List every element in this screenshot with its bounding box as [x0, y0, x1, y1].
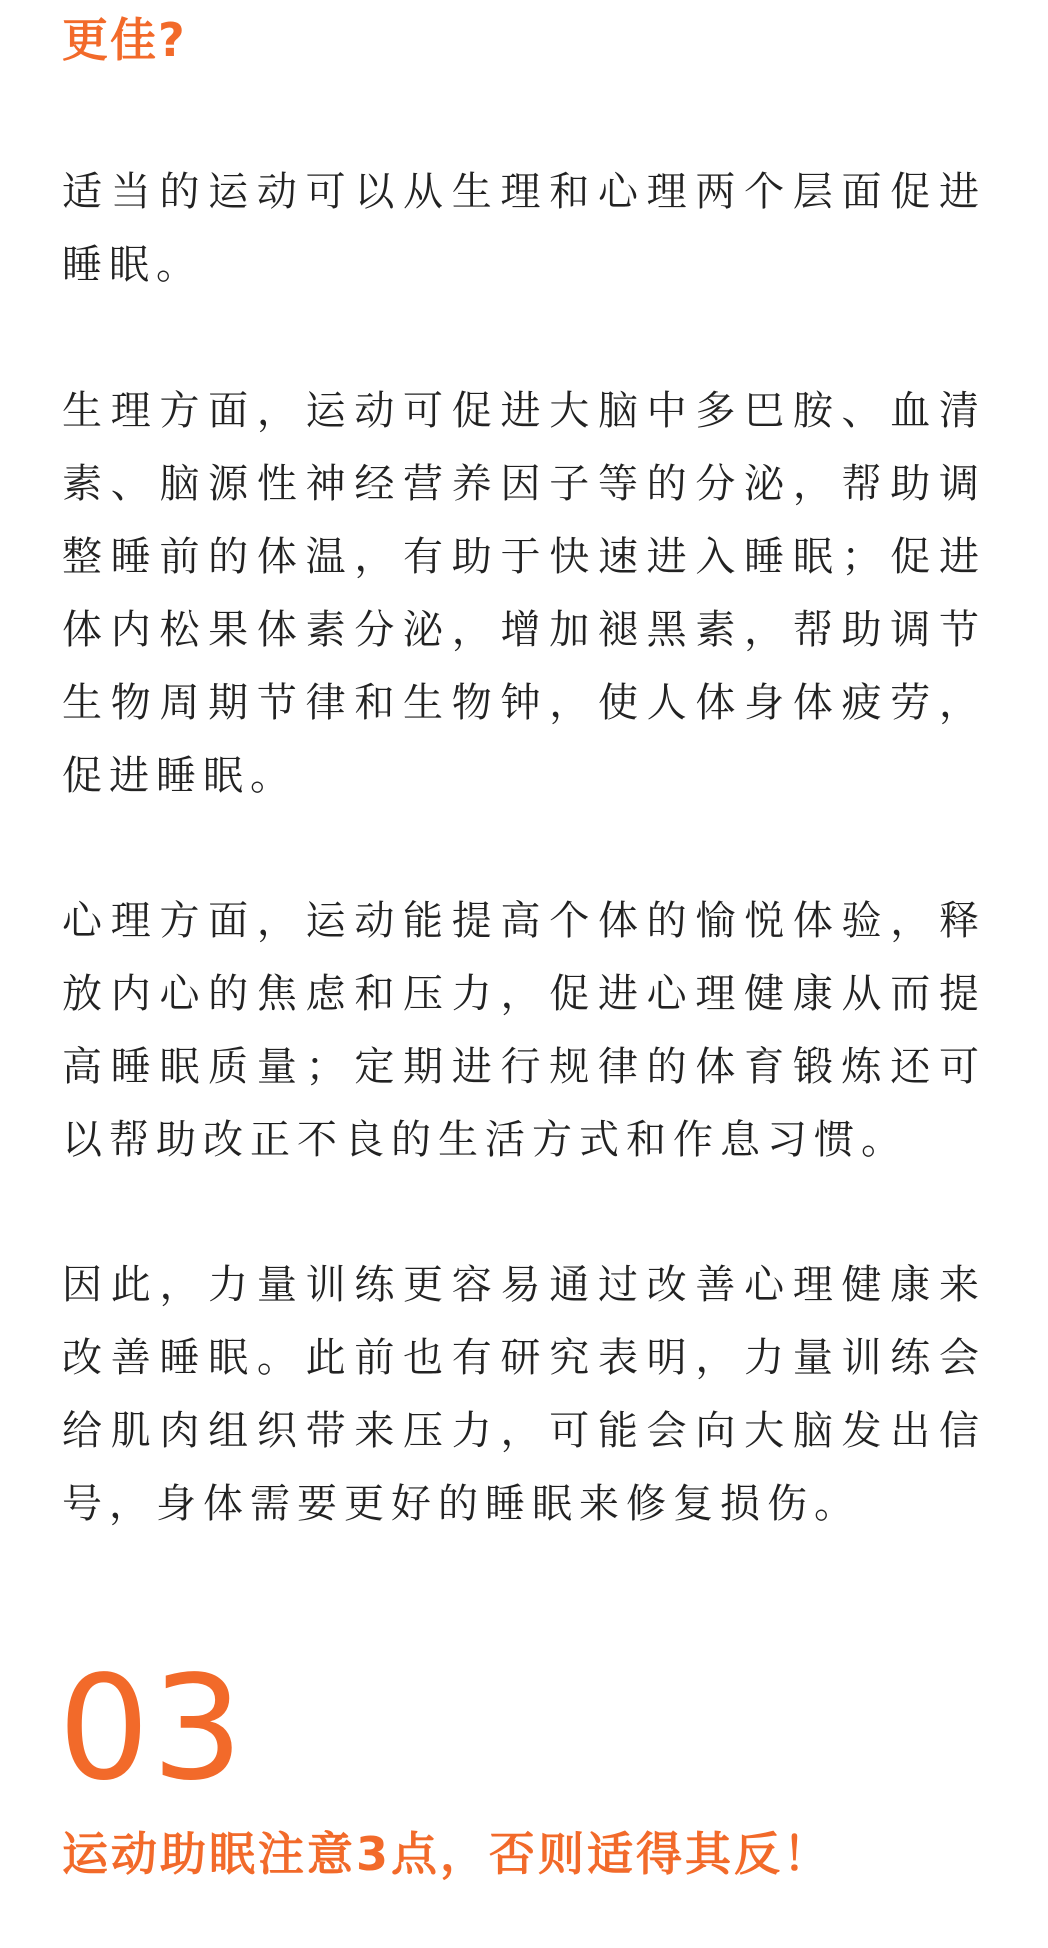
section-number: 03 — [58, 1644, 246, 1812]
section-title: 运动助眠注意3点，否则适得其反！ — [62, 1827, 833, 1881]
section-heading-tail: 更佳? — [62, 13, 187, 67]
paragraph-psychological: 心理方面，运动能提高个体的愉悦体验，释放内心的焦虑和压力，促进心理健康从而提高睡眠质量；定期进行规律的体育锻炼还可以帮助改正不良的生活方式和作息习惯。 — [62, 898, 986, 1163]
paragraph-physiological: 生理方面，运动可促进大脑中多巴胺、血清素、脑源性神经营养因子等的分泌，帮助调整睡前的体温，有助于快速进入睡眠；促进体内松果体素分泌，增加褪黑素，帮助调节生物周期节律和生物钟，使人体身体疲劳，促进睡眠。 — [62, 388, 986, 799]
paragraph-intro: 适当的运动可以从生理和心理两个层面促进睡眠。 — [62, 169, 986, 288]
paragraph-conclusion: 因此，力量训练更容易通过改善心理健康来改善睡眠。此前也有研究表明，力量训练会给肌肉组织带来压力，可能会向大脑发出信号，身体需要更好的睡眠来修复损伤。 — [62, 1262, 986, 1527]
